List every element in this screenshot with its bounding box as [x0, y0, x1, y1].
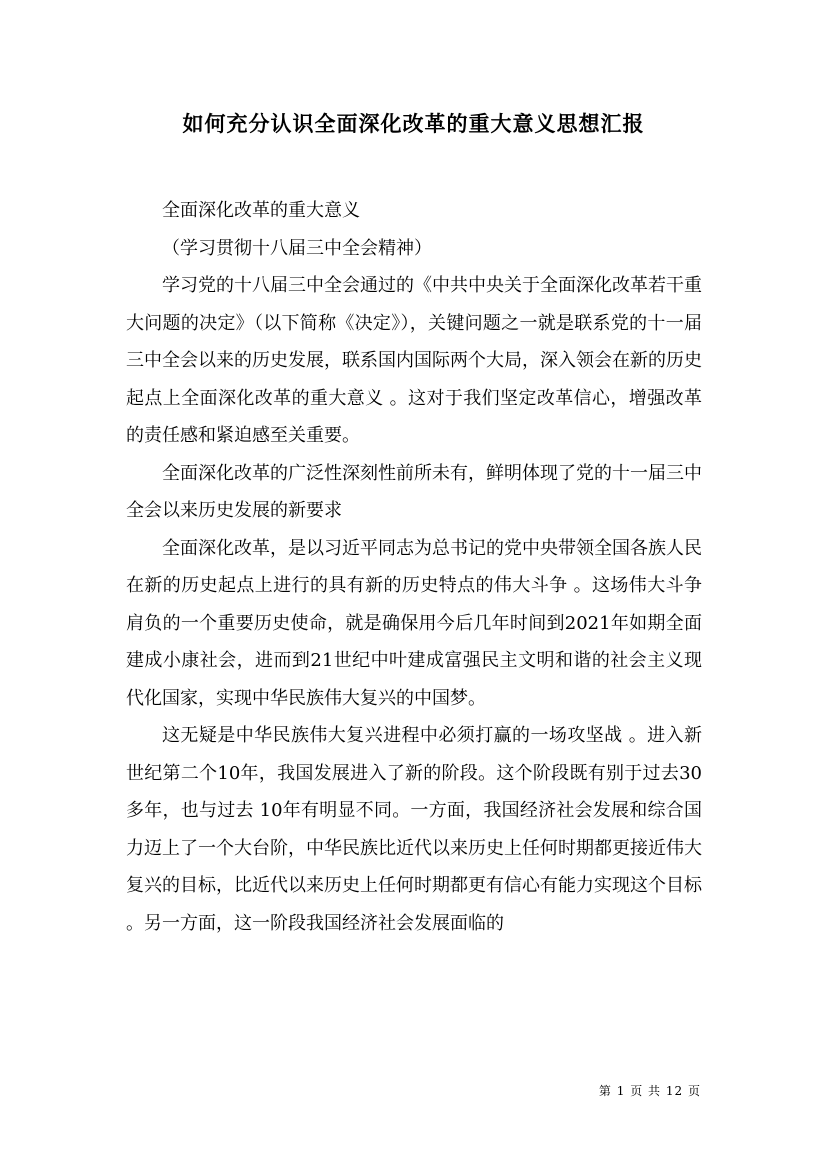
page-number-footer [599, 1082, 701, 1100]
paragraph: 这无疑是中华民族伟大复兴进程中必须打赢的一场攻坚战 。进入新世纪第二个10年，我国发展进入了新的阶段。这个阶段既有别于过去30多年，也与过去 10年有明显不同。一方面，我国经济社会发展和综合国力迈上了一个大台阶，中华民族比近代以来历史上任何时期都更接近伟大复兴的目标，比近代以来历史上任何时期都更有信心有能力实现这个目标 。另一方面，这一阶段我国经济社会发展面临的 [126, 725, 702, 934]
document-body [126, 192, 702, 942]
footer-current-page: 1 [616, 1084, 626, 1098]
paragraph-heading: 全面深化改革的重大意义 [162, 200, 360, 221]
footer-prefix: 第 [598, 1084, 612, 1098]
document-title: 如何充分认识全面深化改革的重大意义思想汇报 [182, 111, 645, 136]
footer-middle: 页 共 [630, 1084, 662, 1098]
paragraph-subheading: （学习贯彻十八届三中全会精神） [162, 237, 432, 259]
paragraph-section-heading: 全面深化改革的广泛性深刻性前所未有，鲜明体现了党的十一届三中全会以来历史发展的新要求 [126, 462, 702, 521]
footer-suffix: 页 [687, 1084, 701, 1098]
footer-total-pages: 12 [665, 1084, 684, 1098]
paragraph: 全面深化改革，是以习近平同志为总书记的党中央带领全国各族人民在新的历史起点上进行的具有新的历史特点的伟大斗争 。这场伟大斗争肩负的一个重要历史使命，就是确保用今后几年时间到2021年如期全面建成小康社会，进而到21世纪中叶建成富强民主文明和谐的社会主义现代化国家，实现中华民族伟大复兴的中国梦。 [126, 537, 702, 709]
paragraph: 学习党的十八届三中全会通过的《中共中央关于全面深化改革若干重大问题的决定》（以下简称《决定》），关键问题之一就是联系党的十一届三中全会以来的历史发展，联系国内国际两个大局，深入领会在新的历史起点上全面深化改革的重大意义 。这对于我们坚定改革信心，增强改革的责任感和紧迫感至关重要。 [126, 275, 702, 446]
